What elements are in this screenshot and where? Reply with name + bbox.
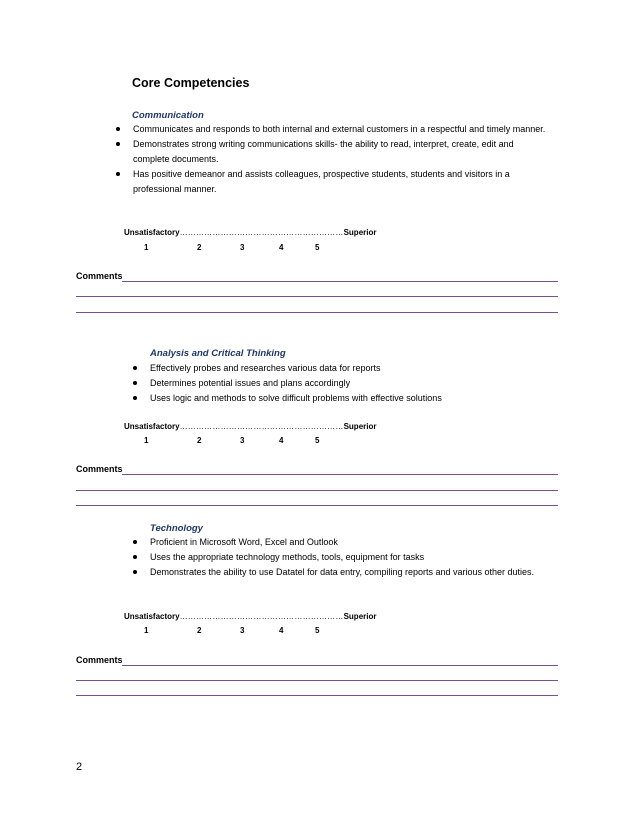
- list-item: Uses logic and methods to solve difficult problems with effective solutions: [133, 391, 553, 406]
- list-item: Demonstrates strong writing communications skills- the ability to read, interpret, create, edit and complete documents.: [116, 137, 546, 167]
- rating-option-5[interactable]: 5: [315, 626, 320, 635]
- rating-option-1[interactable]: 1: [144, 436, 149, 445]
- rating-option-4[interactable]: 4: [279, 243, 284, 252]
- comments-line-communication-3[interactable]: [76, 312, 558, 313]
- page-number: 2: [76, 761, 83, 773]
- scale-dots: ……………………………………………………: [179, 612, 344, 621]
- scale-low-label: Unsatisfactory: [124, 612, 180, 621]
- comments-line-technology-3[interactable]: [76, 695, 558, 696]
- section-heading-analysis: Analysis and Critical Thinking: [150, 348, 286, 359]
- rating-option-5[interactable]: 5: [315, 243, 320, 252]
- communication-bullet-list: [116, 122, 546, 197]
- scale-dots: ……………………………………………………: [179, 228, 344, 237]
- rating-option-3[interactable]: 3: [240, 436, 245, 445]
- scale-high-label: Superior: [343, 612, 377, 621]
- scale-low-label: Unsatisfactory: [124, 422, 180, 431]
- rating-option-5[interactable]: 5: [315, 436, 320, 445]
- comments-label-analysis: Comments: [76, 464, 123, 474]
- scale-high-label: Superior: [343, 422, 377, 431]
- rating-scale-analysis: [124, 422, 376, 431]
- rating-numbers-technology: [0, 626, 638, 638]
- rating-scale-communication: [124, 228, 376, 237]
- list-item: Demonstrates the ability to use Datatel for data entry, compiling reports and various other duties.: [133, 565, 543, 580]
- rating-option-2[interactable]: 2: [197, 436, 202, 445]
- section-heading-technology: Technology: [150, 523, 203, 534]
- rating-option-4[interactable]: 4: [279, 626, 284, 635]
- rating-option-3[interactable]: 3: [240, 626, 245, 635]
- rating-option-2[interactable]: 2: [197, 243, 202, 252]
- comments-line-communication-2[interactable]: [76, 296, 558, 297]
- list-item: Communicates and responds to both internal and external customers in a respectful and timely manner.: [116, 122, 546, 137]
- comments-line-analysis-2[interactable]: [76, 490, 558, 491]
- rating-scale-technology: [124, 612, 376, 621]
- section-heading-communication: Communication: [132, 110, 204, 121]
- scale-dots: ……………………………………………………: [179, 422, 344, 431]
- page-title: Core Competencies: [132, 76, 250, 90]
- rating-numbers-analysis: [0, 436, 638, 448]
- scale-low-label: Unsatisfactory: [124, 228, 180, 237]
- list-item: Proficient in Microsoft Word, Excel and Outlook: [133, 535, 543, 550]
- rating-option-3[interactable]: 3: [240, 243, 245, 252]
- comments-line-technology-1[interactable]: [122, 665, 558, 666]
- rating-option-1[interactable]: 1: [144, 243, 149, 252]
- rating-numbers-communication: [0, 243, 638, 255]
- comments-label-technology: Comments: [76, 655, 123, 665]
- list-item: Uses the appropriate technology methods, tools, equipment for tasks: [133, 550, 543, 565]
- comments-line-analysis-1[interactable]: [122, 474, 558, 475]
- list-item: Has positive demeanor and assists colleagues, prospective students, students and visitors in a professional manner.: [116, 167, 546, 197]
- technology-bullet-list: [133, 535, 543, 580]
- comments-line-analysis-3[interactable]: [76, 505, 558, 506]
- comments-line-technology-2[interactable]: [76, 680, 558, 681]
- list-item: Effectively probes and researches various data for reports: [133, 361, 553, 376]
- comments-label-communication: Comments: [76, 271, 123, 281]
- comments-line-communication-1[interactable]: [122, 281, 558, 282]
- rating-option-4[interactable]: 4: [279, 436, 284, 445]
- scale-high-label: Superior: [343, 228, 377, 237]
- analysis-bullet-list: [133, 361, 553, 406]
- rating-option-1[interactable]: 1: [144, 626, 149, 635]
- rating-option-2[interactable]: 2: [197, 626, 202, 635]
- list-item: Determines potential issues and plans accordingly: [133, 376, 553, 391]
